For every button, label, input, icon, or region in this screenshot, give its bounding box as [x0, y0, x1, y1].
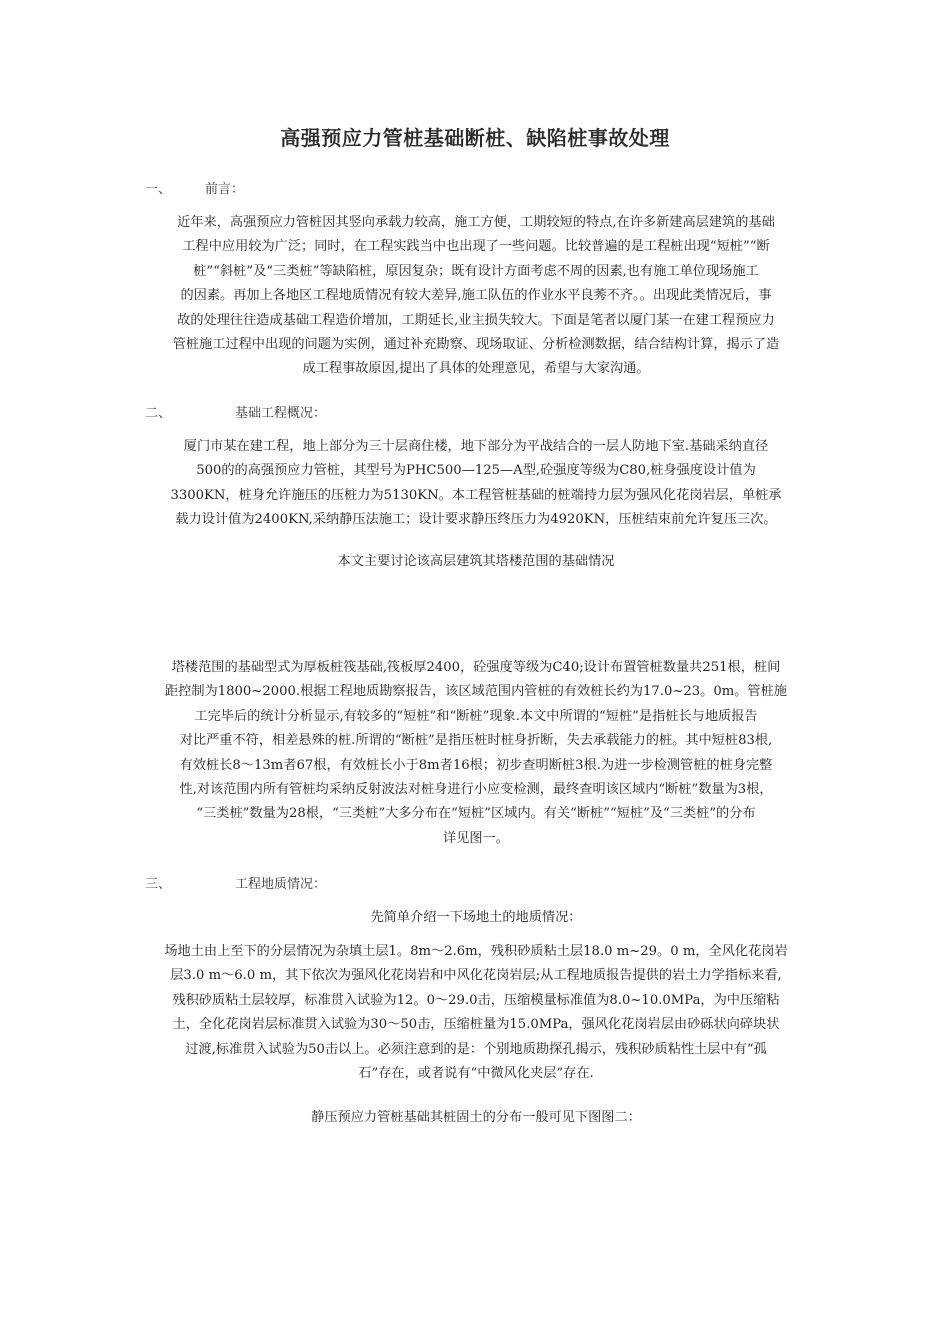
document-title: 高强预应力管桩基础断桩、缺陷桩事故处理: [280, 126, 670, 150]
text-line: 载力设计值为2400KN,采纳静压法施工；设计要求静压终压力为4920KN，压桩结束前允许复压三次。: [175, 512, 777, 528]
text-line: 详见图一。: [443, 830, 509, 846]
text-line: 成工程事故原因,提出了具体的处理意见，希望与大家沟通。: [302, 361, 650, 377]
text-line: 对比严重不符，相差悬殊的桩.所谓的“断桩”是指压桩时桩身折断，失去承载能力的桩。其中短桩83根,: [179, 733, 773, 749]
text-line: 管桩施工过程中出现的问题为实例，通过补充勘察、现场取证、分析检测数据，结合结构计算，揭示了造: [172, 337, 780, 353]
text-line: 500的的高强预应力管桩，其型号为PHC500—125—A型,砼强度等级为C80,桩身强度设计值为: [196, 463, 756, 479]
text-line: 场地土由上至下的分层情况为杂填土层1。8m～2.6m，残积砂质粘土层18.0 m~29。0 m，全风化花岗岩: [164, 944, 788, 959]
paragraph-tower-foundation: [143, 656, 809, 851]
text-line: 的因素。再加上各地区工程地质情况有较大差异,施工队伍的作业水平良莠不齐。。出现此类情况后，事: [180, 288, 772, 304]
text-line: 过渡,标准贯入试验为50击以上。必须注意到的是：个别地质勘探孔揭示，残积砂质粘性土层中有“孤: [185, 1041, 767, 1057]
text-line: 工完毕后的统计分析显示,有较多的“短桩”和“断桩”现象.本文中所谓的“短桩”是指桩长与地质报告: [194, 708, 758, 724]
text-line: 石”存在，或者说有“中微风化夹层”存在.: [358, 1066, 594, 1082]
paragraph-scope-note: 本文主要讨论该高层建筑其塔楼范围的基础情况: [337, 554, 615, 569]
text-line: 残积砂质粘土层较厚，标准贯入试验为12。0～29.0击，压缩模量标准值为8.0~10.0MPa，为中压缩粘: [172, 992, 780, 1008]
text-line: 距控制为1800~2000.根据工程地质勘察报告，该区域范围内管桩的有效桩长约为17.0~23。0m。管桩施: [164, 684, 787, 700]
text-line: “三类桩”数量为28根，“三类桩”大多分布在“短桩”区域内。有关“断桩”“短桩”及“三类桩”的分布: [196, 806, 756, 822]
section-heading-overview: [145, 402, 326, 421]
text-line: 厦门市某在建工程，地上部分为三十层商住楼，地下部分为平战结合的一层人防地下室.基础采纳直径: [183, 439, 769, 454]
text-line: 土，全化花岗岩层标准贯入试验为30～50击，压缩桩量为15.0MPa，强风化花岗岩层由砂砾状向碎块状: [172, 1017, 780, 1033]
section-label: 基础工程概况：: [235, 406, 327, 421]
section-number: 一、: [145, 182, 172, 197]
text-line: 故的处理往往造成基础工程造价增加，工期延长,业主损失较大。下面是笔者以厦门某一在建工程预应力: [177, 312, 775, 328]
paragraph-geology-intro: 先简单介绍一下场地土的地质情况：: [370, 910, 582, 925]
text-line: 3300KN，桩身允许施压的压桩力为5130KN。本工程管桩基础的桩端持力层为强风化花岗岩层，单桩承: [170, 487, 782, 503]
text-line: 性,对该范围内所有管桩均采纳反射波法对桩身进行小应变检测，最终查明该区域内“断桩”数量为3根，: [179, 782, 773, 798]
text-line: 桩”“斜桩”及“三类桩”等缺陷桩，原因复杂；既有设计方面考虑不周的因素,也有施工单位现场施工: [193, 263, 759, 279]
text-line: 层3.0 m～6.0 m，其下依次为强风化花岗岩和中风化花岗岩层;从工程地质报告提供的岩土力学指标来看,: [170, 968, 782, 984]
section-label: 工程地质情况：: [235, 877, 327, 892]
section-number: 二、: [145, 406, 172, 421]
text-line: 近年来，高强预应力管桩因其竖向承载力较高，施工方便，工期较短的特点,在许多新建高层建筑的基础: [177, 215, 775, 230]
paragraph-preface: [143, 211, 809, 382]
section-label: 前言：: [205, 182, 245, 197]
paragraph-geology-layers: [143, 940, 809, 1086]
text-line: 有效桩长8～13m者67根，有效桩长小于8m者16根；初步查明断桩3根.为进一步检测管桩的桩身完整: [179, 757, 773, 773]
paragraph-overview: [143, 435, 809, 533]
text-line: 工程中应用较为广泛；同时，在工程实践当中也出现了一些问题。比较普遍的是工程桩出现“短桩”“断: [182, 239, 770, 255]
text-line: 塔楼范围的基础型式为厚板桩筏基础,筏板厚2400，砼强度等级为C40;设计布置管桩数量共251根，桩间: [171, 660, 781, 675]
section-number: 三、: [145, 877, 172, 892]
section-heading-geology: [145, 873, 326, 892]
section-heading-preface: [145, 178, 244, 197]
paragraph-figure-two-intro: 静压预应力管桩基础其桩固土的分布一般可见下图图二：: [311, 1110, 641, 1125]
